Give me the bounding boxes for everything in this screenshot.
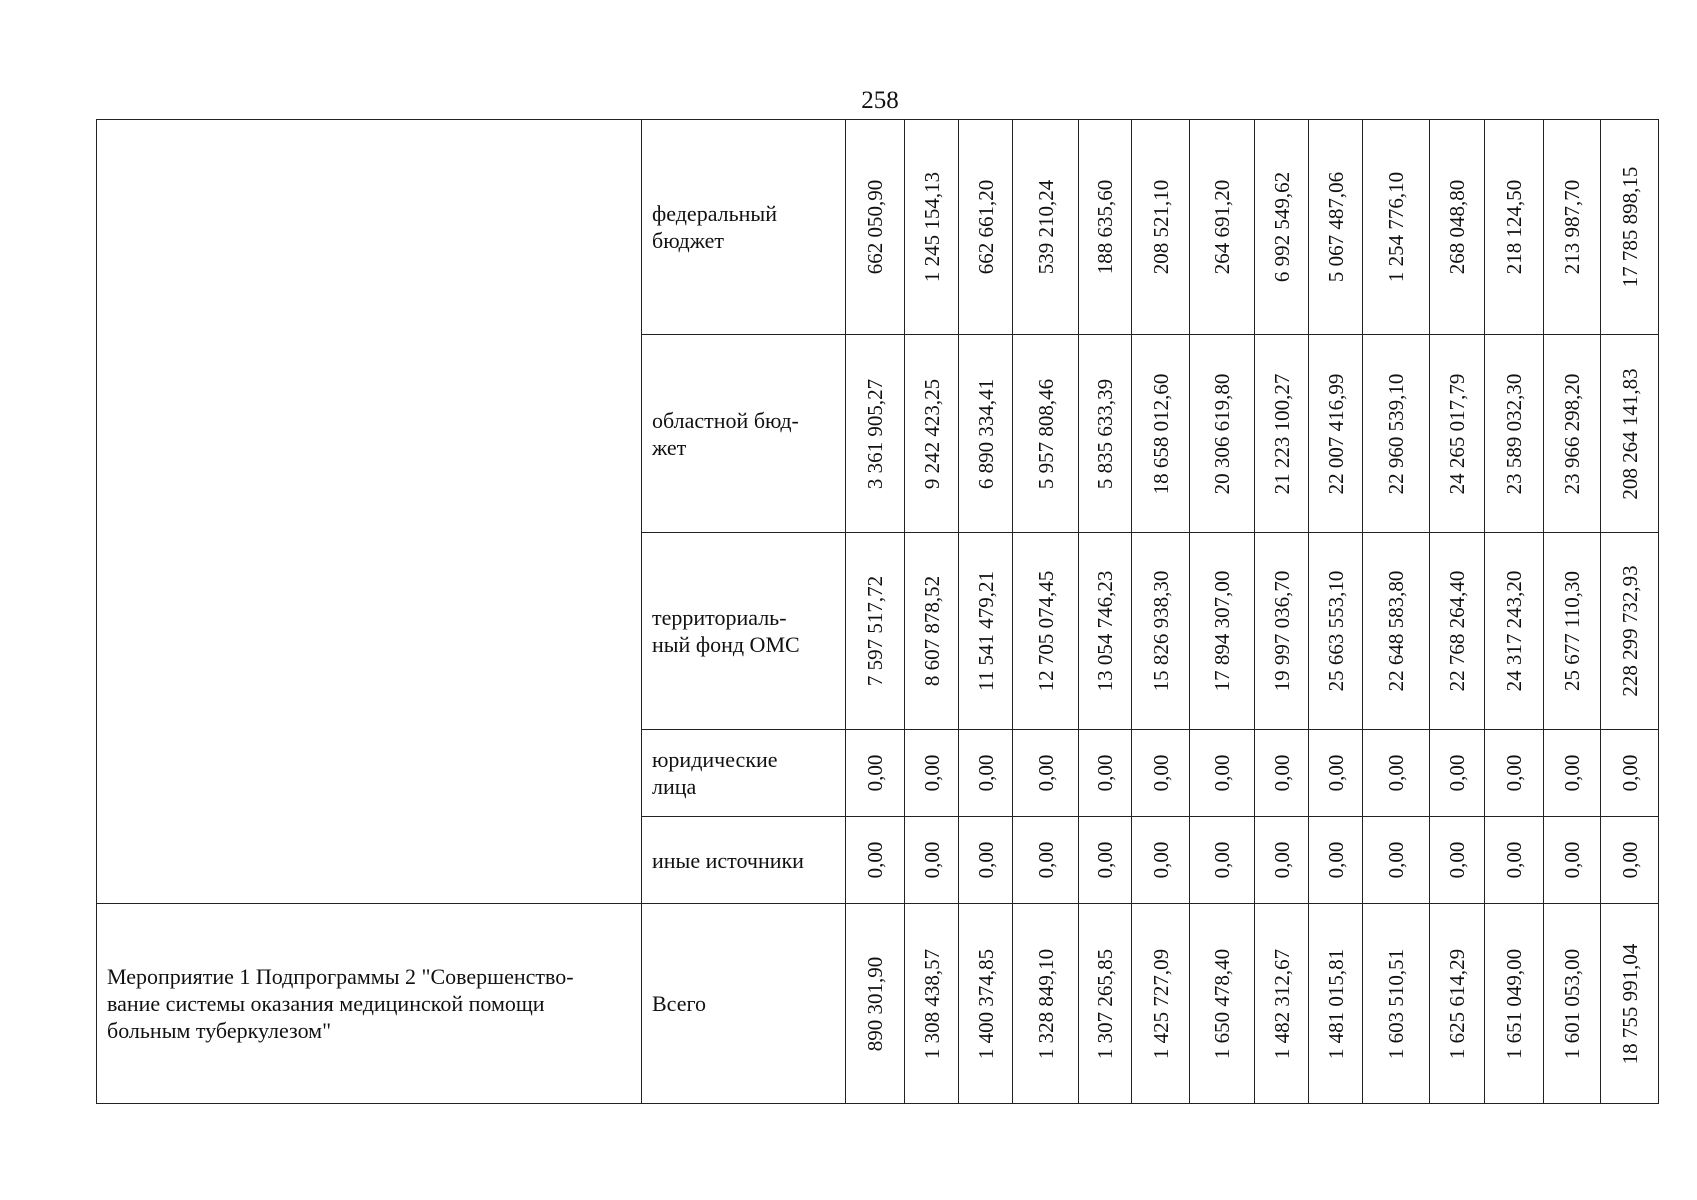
value-cell [905, 817, 959, 904]
value-cell [846, 817, 905, 904]
value-cell [1601, 730, 1659, 817]
total-value-text: 1 482 312,67 [1269, 948, 1294, 1059]
value-cell [1544, 335, 1601, 533]
value-text: 208 521,10 [1148, 179, 1173, 275]
total-value-cell [1190, 904, 1255, 1104]
value-cell [1485, 533, 1544, 730]
value-text: 25 677 110,30 [1560, 571, 1584, 691]
value-text: 23 966 298,20 [1560, 373, 1584, 494]
value-cell [1363, 730, 1430, 817]
value-text: 218 124,50 [1502, 179, 1526, 275]
value-cell [1430, 533, 1485, 730]
value-cell [1255, 817, 1309, 904]
value-text: 0,00 [1560, 841, 1584, 879]
value-cell [1363, 533, 1430, 730]
total-value-cell [1363, 904, 1430, 1104]
value-text: 0,00 [863, 754, 887, 792]
value-text: 8 607 878,52 [919, 575, 944, 687]
total-value-text: 1 425 727,09 [1148, 948, 1173, 1059]
value-text: 18 658 012,60 [1148, 373, 1173, 494]
value-text: 0,00 [1148, 841, 1173, 879]
value-text: 22 007 416,99 [1323, 373, 1348, 494]
funding-source-label-line: юридические [652, 747, 778, 772]
value-text: 0,00 [1033, 754, 1058, 792]
value-text: 0,00 [1033, 841, 1058, 879]
total-value-cell [1485, 904, 1544, 1104]
funding-source-label-line: иные источники [652, 847, 804, 873]
total-value-cell [1544, 904, 1601, 1104]
value-text: 0,00 [919, 841, 944, 879]
activity-title-line: вание системы оказания медицинской помощи [107, 991, 545, 1016]
value-cell [1309, 120, 1363, 335]
value-text: 21 223 100,27 [1269, 373, 1294, 494]
value-cell [1544, 817, 1601, 904]
value-cell [1485, 120, 1544, 335]
value-cell [1190, 730, 1255, 817]
value-cell [1601, 120, 1659, 335]
value-text: 1 254 776,10 [1384, 171, 1408, 283]
total-value-text: 1 625 614,29 [1445, 948, 1469, 1059]
total-value-text: 1 400 374,85 [973, 948, 998, 1059]
total-value-text: 1 650 478,40 [1210, 948, 1234, 1059]
value-cell [1079, 730, 1132, 817]
value-cell [1255, 335, 1309, 533]
value-cell [1190, 817, 1255, 904]
value-cell [1309, 817, 1363, 904]
funding-source-label [642, 817, 846, 904]
funding-source-label-line: областной бюд- [652, 407, 799, 433]
value-cell [1485, 335, 1544, 533]
value-text: 6 890 334,41 [973, 378, 998, 489]
total-value-text: 1 307 265,85 [1093, 948, 1117, 1059]
total-value-cell [905, 904, 959, 1104]
value-text: 17 785 898,15 [1617, 166, 1642, 288]
value-text: 0,00 [1617, 754, 1642, 792]
value-text: 0,00 [1445, 841, 1469, 879]
funding-source-label-line: федеральный [652, 201, 777, 226]
value-text: 19 997 036,70 [1269, 570, 1294, 692]
value-cell [1430, 335, 1485, 533]
value-cell [1544, 730, 1601, 817]
value-text: 0,00 [1210, 754, 1234, 792]
value-text: 268 048,80 [1445, 179, 1469, 275]
value-text: 0,00 [1617, 841, 1642, 879]
value-text: 5 957 808,46 [1033, 378, 1058, 489]
value-text: 228 299 732,93 [1617, 565, 1642, 697]
value-cell [1013, 817, 1079, 904]
total-value-cell [1309, 904, 1363, 1104]
value-cell [1132, 335, 1190, 533]
value-text: 0,00 [1384, 841, 1408, 879]
value-cell [959, 817, 1013, 904]
value-cell [1079, 335, 1132, 533]
activity-row [97, 904, 1659, 1104]
value-cell [1309, 335, 1363, 533]
value-cell [846, 730, 905, 817]
total-value-cell [1013, 904, 1079, 1104]
value-cell [1601, 533, 1659, 730]
value-text: 3 361 905,27 [863, 378, 887, 489]
value-text: 1 245 154,13 [919, 171, 944, 283]
value-cell [1255, 730, 1309, 817]
merged-empty-cell [97, 120, 642, 904]
value-cell [1309, 730, 1363, 817]
funding-source-label [642, 730, 846, 817]
total-value-cell [1601, 904, 1659, 1104]
total-value-cell [959, 904, 1013, 1104]
value-text: 25 663 553,10 [1323, 570, 1348, 692]
value-cell [1190, 533, 1255, 730]
value-cell [1079, 817, 1132, 904]
value-cell [1601, 335, 1659, 533]
total-value-text: 1 651 049,00 [1502, 948, 1526, 1059]
value-cell [1544, 120, 1601, 335]
value-text: 22 768 264,40 [1445, 570, 1469, 692]
total-value-text: 18 755 991,04 [1617, 943, 1642, 1064]
value-cell [1013, 533, 1079, 730]
total-value-cell [1430, 904, 1485, 1104]
value-cell [1013, 335, 1079, 533]
value-cell [1132, 120, 1190, 335]
value-text: 6 992 549,62 [1269, 171, 1294, 283]
value-text: 0,00 [1148, 754, 1173, 792]
total-value-text: 1 603 510,51 [1384, 948, 1408, 1059]
value-cell [1544, 533, 1601, 730]
value-text: 0,00 [1269, 841, 1294, 879]
value-cell [1601, 817, 1659, 904]
budget-table [96, 119, 1659, 1104]
value-text: 9 242 423,25 [919, 378, 944, 489]
total-value-text: 1 328 849,10 [1033, 948, 1058, 1059]
total-label: Всего [642, 904, 846, 1104]
value-text: 0,00 [1210, 841, 1234, 879]
value-cell [1363, 120, 1430, 335]
value-cell [905, 335, 959, 533]
value-text: 0,00 [973, 841, 998, 879]
value-cell [905, 533, 959, 730]
total-value-cell [1079, 904, 1132, 1104]
funding-source-label [642, 335, 846, 533]
value-text: 24 317 243,20 [1502, 570, 1526, 692]
value-text: 0,00 [919, 754, 944, 792]
value-cell [1255, 120, 1309, 335]
value-cell [1132, 817, 1190, 904]
value-text: 0,00 [1502, 754, 1526, 792]
value-text: 22 648 583,80 [1384, 570, 1408, 692]
page-number: 258 [861, 87, 899, 114]
funding-source-label-line: бюджет [652, 228, 724, 253]
value-text: 0,00 [1093, 754, 1117, 792]
value-text: 0,00 [1445, 754, 1469, 792]
value-text: 539 210,24 [1033, 179, 1058, 275]
value-text: 20 306 619,80 [1210, 373, 1234, 494]
activity-title-line: Мероприятие 1 Подпрограммы 2 "Совершенство- [107, 964, 574, 989]
value-text: 0,00 [1269, 754, 1294, 792]
funding-source-label-line: лица [652, 774, 697, 799]
value-cell [1190, 335, 1255, 533]
value-cell [959, 730, 1013, 817]
value-text: 15 826 938,30 [1148, 570, 1173, 692]
value-text: 208 264 141,83 [1617, 367, 1642, 500]
total-value-text: 1 481 015,81 [1323, 948, 1348, 1059]
value-cell [1255, 533, 1309, 730]
value-cell [1430, 730, 1485, 817]
value-cell [1190, 120, 1255, 335]
value-text: 22 960 539,10 [1384, 373, 1408, 494]
value-text: 213 987,70 [1560, 179, 1584, 275]
value-cell [1485, 817, 1544, 904]
value-text: 0,00 [1502, 841, 1526, 879]
value-cell [959, 533, 1013, 730]
value-cell [1013, 730, 1079, 817]
value-cell [1430, 817, 1485, 904]
total-value-text: 1 308 438,57 [919, 948, 944, 1059]
value-text: 13 054 746,23 [1093, 570, 1117, 692]
value-cell [905, 120, 959, 335]
value-text: 662 661,20 [973, 179, 998, 275]
activity-title-line: больным туберкулезом" [107, 1018, 332, 1043]
value-cell [1430, 120, 1485, 335]
value-cell [959, 120, 1013, 335]
funding-source-label-line: жет [652, 434, 687, 460]
value-text: 0,00 [1093, 841, 1117, 879]
value-text: 24 265 017,79 [1445, 373, 1469, 494]
value-text: 5 067 487,06 [1323, 171, 1348, 283]
value-text: 5 835 633,39 [1093, 378, 1117, 489]
value-cell [1485, 730, 1544, 817]
value-text: 662 050,90 [863, 179, 887, 275]
table-row [97, 120, 1659, 335]
value-text: 12 705 074,45 [1033, 570, 1058, 692]
total-value-text: 1 601 053,00 [1560, 948, 1584, 1059]
value-text: 264 691,20 [1210, 179, 1234, 275]
value-text: 0,00 [1560, 754, 1584, 792]
value-text: 11 541 479,21 [973, 571, 998, 691]
value-cell [959, 335, 1013, 533]
value-cell [1363, 335, 1430, 533]
funding-source-label [642, 120, 846, 335]
value-text: 7 597 517,72 [863, 575, 887, 687]
value-text: 23 589 032,30 [1502, 373, 1526, 494]
total-value-cell [1132, 904, 1190, 1104]
value-text: 0,00 [1384, 754, 1408, 792]
value-cell [1132, 730, 1190, 817]
total-value-cell [1255, 904, 1309, 1104]
value-text: 0,00 [863, 841, 887, 879]
value-cell [1079, 533, 1132, 730]
value-text: 188 635,60 [1093, 179, 1117, 275]
value-cell [846, 533, 905, 730]
value-text: 0,00 [973, 754, 998, 792]
total-value-cell [846, 904, 905, 1104]
funding-source-label-line: ный фонд ОМС [652, 632, 800, 657]
value-cell [1013, 120, 1079, 335]
value-cell [1363, 817, 1430, 904]
value-text: 0,00 [1323, 754, 1348, 792]
total-value-text: 890 301,90 [863, 956, 887, 1051]
value-cell [1079, 120, 1132, 335]
value-cell [905, 730, 959, 817]
value-cell [846, 120, 905, 335]
value-text: 17 894 307,00 [1210, 570, 1234, 692]
value-cell [846, 335, 905, 533]
value-cell [1309, 533, 1363, 730]
funding-source-label [642, 533, 846, 730]
activity-title [97, 904, 642, 1104]
value-cell [1132, 533, 1190, 730]
funding-source-label-line: территориаль- [652, 605, 787, 630]
value-text: 0,00 [1323, 841, 1348, 879]
